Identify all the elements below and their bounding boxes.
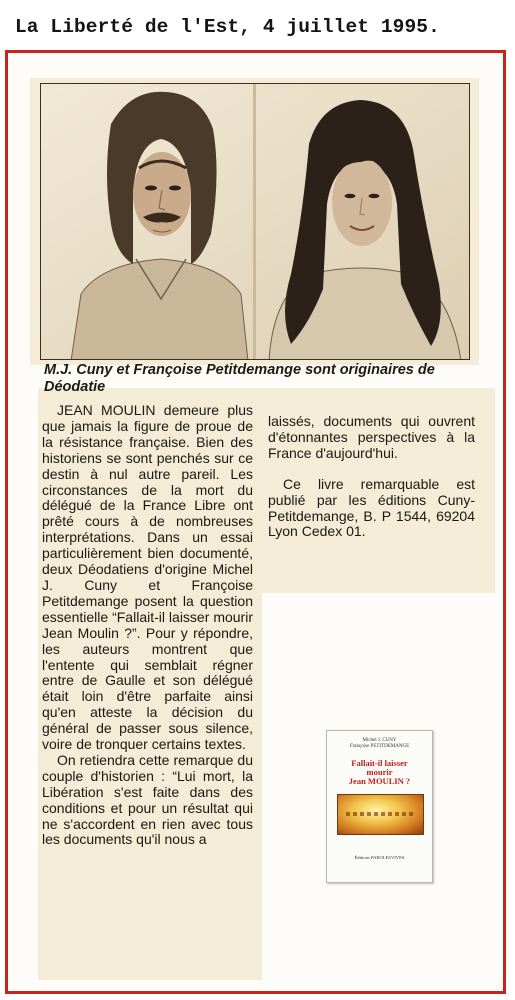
book-author: Françoise PETITDEMANGE	[349, 744, 410, 749]
newspaper-header: La Liberté de l'Est, 4 juillet 1995.	[15, 16, 440, 38]
authors-photo	[40, 83, 470, 360]
article-paragraph: On retiendra cette remarque du couple d'historien : “Lui mort, la Libération s'est faite dans des conditions et pour un résultat qui ne s'accordent en rien avec tous les documents qu'il nous a	[42, 751, 253, 848]
book-authors	[327, 738, 432, 750]
article-right-column	[268, 414, 475, 555]
book-publisher: Éditions PAROLESVIVES	[354, 855, 405, 860]
book-title-line: Fallait-il laisser	[351, 758, 408, 768]
article-left-column	[42, 403, 253, 848]
article-paragraph: laissés, documents qui ouvrent d'étonnantes perspectives à la France d'aujourd'hui.	[268, 413, 475, 461]
authors-photo-illustration	[41, 84, 470, 360]
book-cover	[326, 730, 433, 883]
book-title	[327, 759, 432, 786]
article-paragraph: Ce livre remarquable est publié par les éditions Cuny-Petitdemange, B. P 1544, 69204 Lyon Cedex 01.	[268, 475, 475, 540]
book-title-line: Jean MOULIN ?	[348, 776, 411, 786]
article-paragraph: JEAN MOULIN demeure plus que jamais la figure de proue de la résistance française. Bien des historiens se sont penchés sur ce destin à nul autre pareil. Les circonstances de la mort du délégué de la France Libre ont prêté cours à de nombreuses interprétations. Dans un essai particulièrement bien documenté, deux Déodatiens d'origine Michel J. Cuny et Françoise Petitdemange posent la question essentielle “Fallait-il laisser mourir Jean Moulin ?”. Pour y répondre, les auteurs montrent que l'entente qui semblait régner entre de Gaulle et son délégué était loin d'être parfaite ainsi qu'en atteste la décision du général de passer sous silence, voire de tronquer certains textes.	[42, 402, 253, 753]
book-author: Michel J. CUNY	[362, 738, 397, 743]
photo-caption: M.J. Cuny et Françoise Petitdemange sont originaires de Déodatie	[44, 362, 435, 395]
book-cover-image	[337, 794, 424, 835]
book-title-line: mourir	[366, 767, 393, 777]
